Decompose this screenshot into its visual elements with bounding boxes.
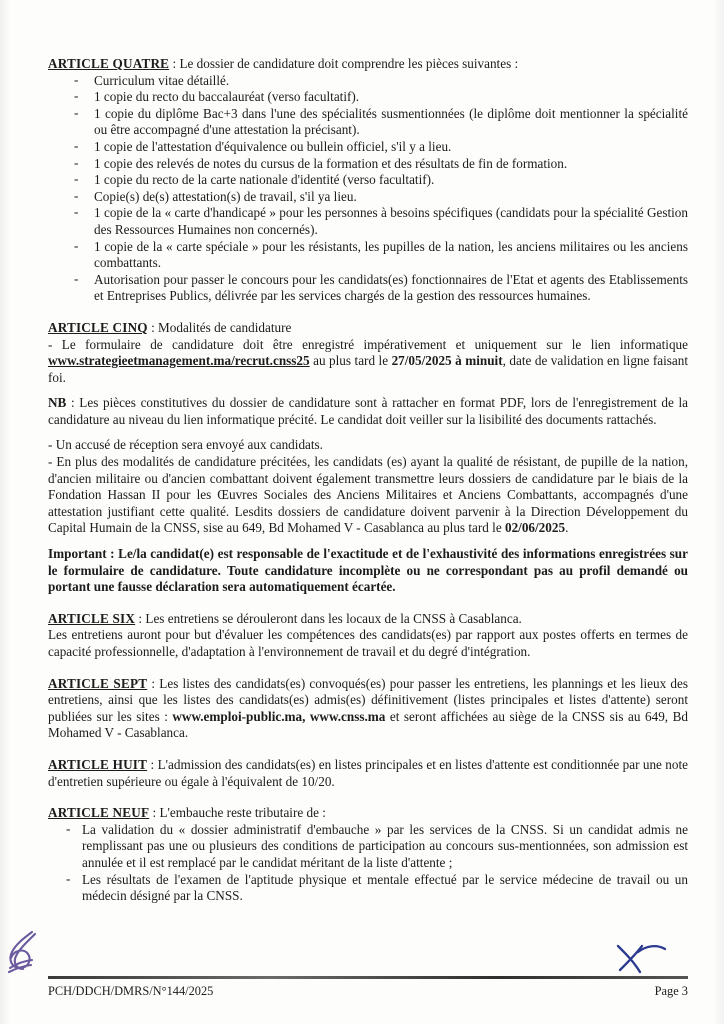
article-six-heading [48,611,688,628]
spacer [48,537,688,546]
para-text: et seront affichées au siège de la CNSS sis au 649, Bd Mohamed V - Casablanca. [48,708,688,741]
article-cinq-para-2: - Un accusé de réception sera envoyé aux candidats. [48,437,323,453]
article-neuf-heading [48,805,688,822]
article-quatre-intro: Le dossier de candidature doit comprendre les pièces suivantes : [179,56,519,71]
page-footer [48,966,688,1010]
spacer [48,386,688,395]
para-text: - Le formulaire de candidature doit être enregistré impérativement et uniquement sur le lien informatique [48,336,688,352]
article-sept-title: ARTICLE SEPT [48,675,148,691]
article-quatre-sep: : [169,56,180,71]
article-cinq-heading [48,320,688,337]
list-item: - 1 copie du diplôme Bac+3 dans l'une des spécialités susmentionnées (le diplôme doit mentionner la spécialité ou être accompagné d'une attestation la précisant). [48,106,688,139]
article-huit-block [48,757,688,790]
deadline-date: 27/05/2025 à minuit [391,353,503,369]
para-text: au plus tard le [309,353,392,369]
nb-text: : Les pièces constitutives du dossier de candidature sont à rattacher en format PDF, lors de l'enregistrement de la candidature au niveau du lien informatique précité. Le candidat doit veiller sur la lisibilité des documents rattachés. [48,395,688,427]
para-text: Les listes des candidats(es) convoqués(es) pour passer les entretiens, les plannings et les lieux des entretiens, ainsi que les listes des candidats(es) admis(es) définitivement (listes principales et listes d'attente) seront publiées sur les sites : [48,675,688,724]
article-cinq-para-3 [48,454,688,537]
list-item: - 1 copie de la « carte spéciale » pour les résistants, les pupilles de la nation, les anciens militaires ou les anciens combattants. [48,239,688,272]
important-notice: Important : Le/la candidat(e) est responsable de l'exactitude et de l'exhaustivité des informations enregistrées sur le formulaire de candidature. Toute candidature incomplète ou ne correspondant pas au profil demandé ou portant une fausse déclaration sera automatiquement écartée. [48,546,688,595]
nb-label: NB [48,395,67,411]
spacer [48,596,688,611]
article-cinq-subtitle: Modalités de candidature [158,319,292,335]
spacer [48,305,688,320]
list-item: - 1 copie de la « carte d'handicapé » pour les personnes à besoins spécifiques (candidats pour la spécialité Gestion des Ressources Humaines non concernés). [48,205,688,238]
para-text: , date de validation en ligne faisant foi. [48,353,689,385]
application-link[interactable]: www.strategieetmanagement.ma/recrut.cnss25 [48,353,310,369]
article-six-body: Les entretiens auront pour but d'évaluer les compétences des candidats(es) par rapport aux postes offerts en termes de capacité professionnelle, d'adaptation à l'environnement de travail et du degré d'intégration. [48,627,688,659]
article-huit-body: L'admission des candidats(es) en listes principales et en listes d'attente est conditionnée par une note d'entretien supérieure ou égale à l'équivalent de 10/20. [48,756,688,789]
signature-flourish-icon [2,928,48,976]
article-cinq-nb [48,395,688,428]
article-sept-sep: : [147,675,160,691]
article-quatre-heading [48,56,688,73]
footer-row [48,984,688,999]
list-item: - 1 copie de l'attestation d'équivalence ou bullein officiel, s'il y a lieu. [48,139,688,156]
article-quatre-list [48,73,688,305]
list-item: - 1 copie du recto du baccalauréat (verso facultatif). [48,89,688,106]
list-item: - 1 copie du recto de la carte nationale d'identité (verso facultatif). [48,172,688,189]
article-cinq-sep: : [147,319,159,335]
para-text: . [565,520,569,536]
article-quatre-title: ARTICLE QUATRE [48,56,170,71]
para-text: - En plus des modalités de candidature précitées, les candidats (es) ayant la qualité de résistant, de pupille de la nation, d'ancien militaire ou d'ancien combattant doivent également transmettre leurs dossiers de candidature par le biais de la Fondation Hassan II pour les Œuvres Sociales des Anciens Militaires et Anciens Combattants, accompagnés d'une attestation justifiant cette qualité. Lesdits dossiers de candidature doivent parvenir à la Direction Développement du Capital Humain de la CNSS, sise au 649, Bd Mohamed V - Casablanca au plus tard le [48,454,688,536]
article-huit-sep: : [147,756,158,772]
document-body [48,56,688,905]
article-six-title: ARTICLE SIX [48,610,136,626]
list-item: - Copie(s) de(s) attestation(s) de travail, s'il ya lieu. [48,189,688,206]
spacer [48,742,688,757]
article-neuf-title: ARTICLE NEUF [48,805,150,821]
list-item: - La validation du « dossier administratif d'embauche » par les services de la CNSS. Si un candidat admis ne remplissant pas une ou plusieurs des conditions de participation au concours sus-mentionnées, son admission est annulée et il est remplacé par le candidat méritant de la liste d'attente ; [48,822,688,872]
list-item: - Les résultats de l'examen de l'aptitude physique et mentale effectué par le service médecine de travail ou un médecin désigné par la CNSS. [48,872,688,905]
spacer [48,661,688,676]
secondary-deadline-date: 02/06/2025 [504,520,566,536]
article-neuf-sep: : [149,805,160,821]
list-item: - 1 copie des relevés de notes du cursus de la formation et des résultats de fin de formation. [48,156,688,173]
article-cinq-para-1 [48,337,688,387]
article-neuf-list [48,822,688,905]
result-websites[interactable]: www.emploi-public.ma, www.cnss.ma [172,708,386,724]
footer-page-number: Page 3 [654,984,688,998]
list-item: - Curriculum vitae détaillé. [48,73,688,90]
spacer [48,790,688,805]
article-sept-block [48,676,688,742]
article-huit-title: ARTICLE HUIT [48,756,148,772]
spacer [48,428,688,437]
list-item: - Autorisation pour passer le concours pour les candidats(es) fonctionnaires de l'Etat et agents des Etablissements et Entreprises Publics, délivrée par les services chargés de la gestion des ressources humaines. [48,272,688,305]
article-neuf-intro: L'embauche reste tributaire de : [159,805,326,821]
footer-divider [48,976,688,979]
article-cinq-title: ARTICLE CINQ [48,319,148,335]
article-six-sep: : [135,610,146,626]
footer-reference: PCH/DDCH/DMRS/N°144/2025 [48,984,214,998]
article-six-intro: Les entretiens se dérouleront dans les locaux de la CNSS à Casablanca. [145,610,522,626]
